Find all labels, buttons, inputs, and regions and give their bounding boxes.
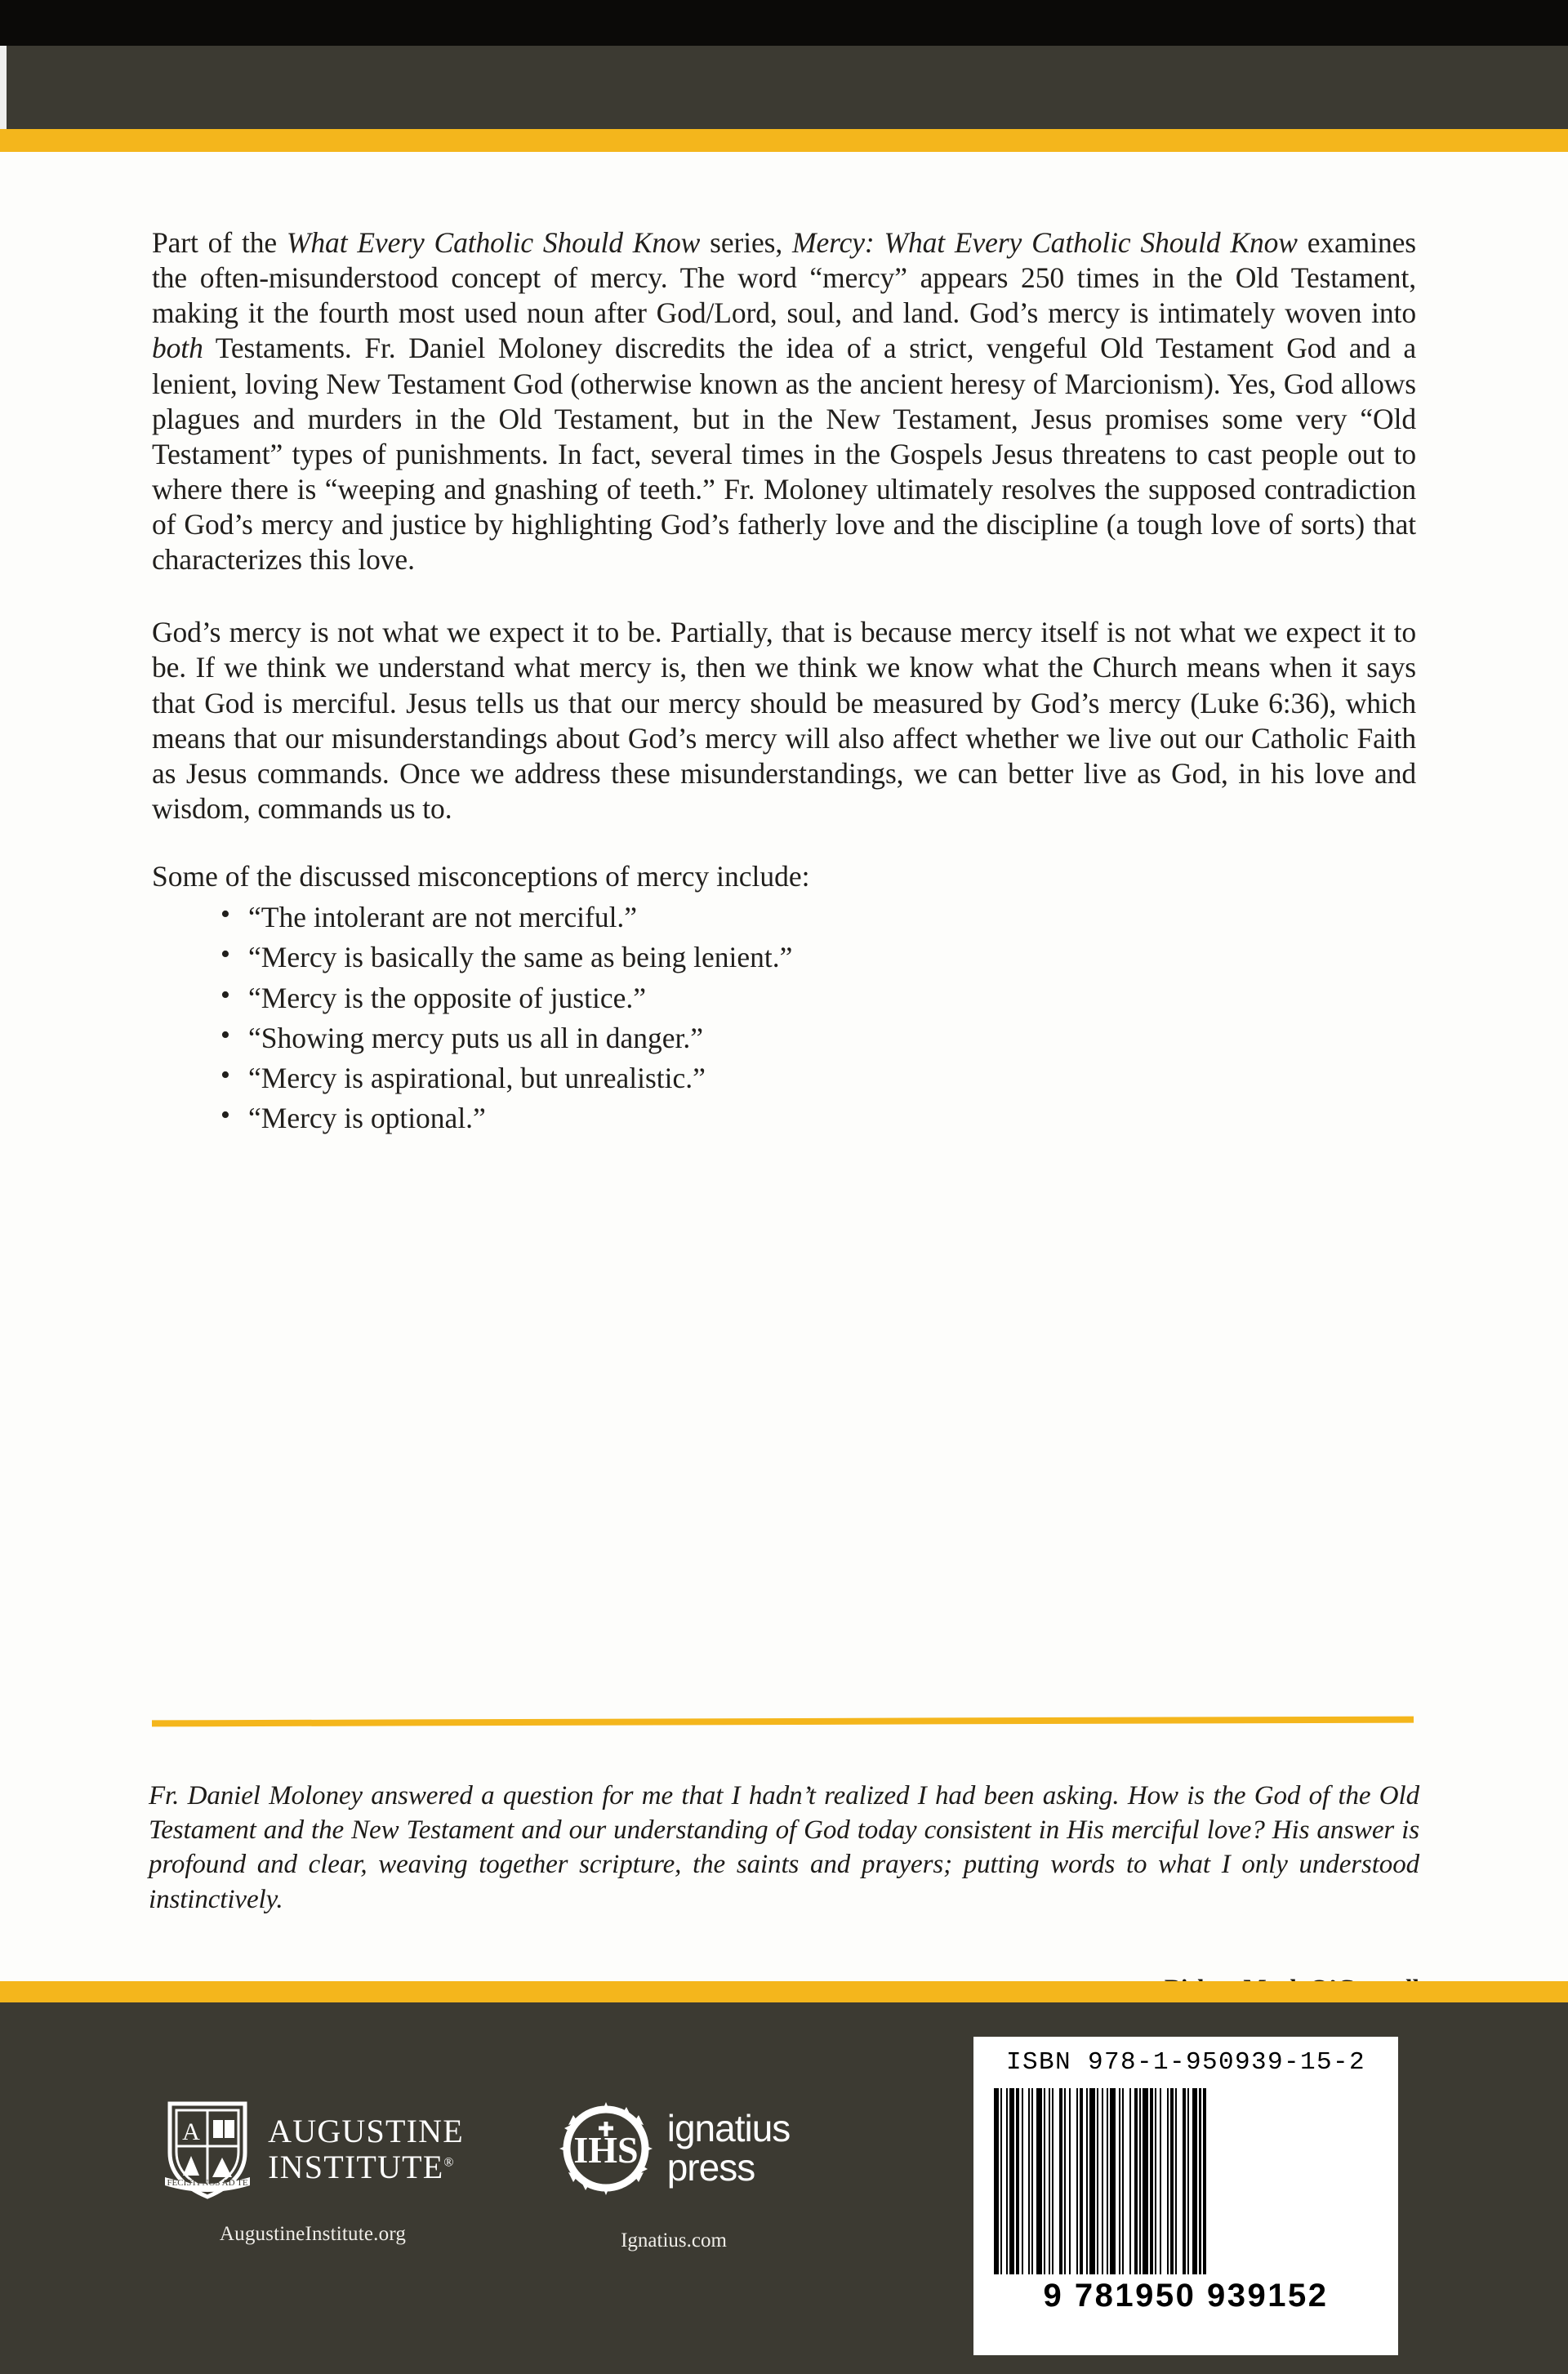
- blurb-text-1c: examines the often-misunderstood concept of mercy. The word “mercy” appears 250 times in the Old Testament, making it the fourth most used noun after God/Lord, soul, and land. God’s mercy is intimately woven into: [152, 226, 1416, 330]
- top-gold-accent-band: [0, 129, 1568, 152]
- misconceptions-intro: Some of the discussed misconceptions of mercy include:: [152, 860, 810, 893]
- augustine-institute-logo-block[interactable]: [137, 2099, 488, 2246]
- augustine-name-line-1: AUGUSTINE: [268, 2113, 464, 2149]
- blurb-text-1d: Testaments. Fr. Daniel Moloney discredits the idea of a strict, vengeful Old Testament God and a lenient, loving New Testament God (otherwise known as the ancient heresy of Marcionism). Yes, God allows plagues and murders in the Old Testament, but in the New Testament, Jesus promises some very “Old Testament” types of punishments. In fact, several times in the Gospels Jesus threatens to cast people out to where there is “weeping and gnashing of teeth.” Fr. Moloney ultimately resolves the supposed contradiction of God’s mercy and justice by highlighting God’s fatherly love and the discipline (a tough love of sorts) that characterizes this love.: [152, 332, 1416, 577]
- blurb-paragraph-2: God’s mercy is not what we expect it to be. Partially, that is because mercy itself is not what we expect it to be. If we think we understand what mercy is, then we think we know what the Church means when it says that God is merciful. Jesus tells us that our mercy should be measured by God’s mercy (Luke 6:36), which means that our misunderstandings about God’s mercy will also affect whether we live out our Catholic Faith as Jesus commands. Once we address these misunderstandings, we can better live as God, in his love and wisdom, commands us to.: [152, 616, 1416, 825]
- registered-trademark-icon: ®: [443, 2155, 455, 2170]
- book-title: Mercy: What Every Catholic Should Know: [792, 226, 1298, 259]
- gold-divider-rule: [152, 1717, 1414, 1727]
- isbn-barcode-box: [973, 2037, 1398, 2355]
- augustine-institute-logo-row: [162, 2099, 464, 2200]
- emphasis-both: both: [152, 332, 203, 365]
- ignatius-press-wordmark: [666, 2107, 791, 2189]
- list-item: • “Showing mercy puts us all in danger.”: [216, 1020, 1416, 1056]
- ignatius-press-logo-block[interactable]: [510, 2100, 837, 2252]
- cover-body: [0, 152, 1568, 1981]
- ignatius-press-url[interactable]: Ignatius.com: [621, 2229, 727, 2252]
- list-item: • “Mercy is the opposite of justice.”: [216, 980, 1416, 1016]
- list-item: • “Mercy is optional.”: [216, 1100, 1416, 1136]
- augustine-institute-url[interactable]: AugustineInstitute.org: [219, 2223, 407, 2245]
- top-black-edge: [0, 0, 1568, 46]
- isbn-label: ISBN 978-1-950939-15-2: [1005, 2048, 1366, 2077]
- endorsement-block: [149, 1779, 1419, 1917]
- ignatius-press-logo-row: [558, 2100, 791, 2197]
- blurb-content: [152, 225, 1416, 1140]
- list-item: • “The intolerant are not merciful.”: [216, 899, 1416, 935]
- isbn-barcode-image: [994, 2088, 1378, 2274]
- blurb-text-1b: series,: [700, 226, 793, 259]
- ignatius-ihs-crown-of-thorns-icon: [558, 2100, 654, 2197]
- bottom-gold-accent-band: [0, 1981, 1568, 2002]
- blurb-paragraph-1: [152, 225, 1416, 577]
- endorsement-quote: Fr. Daniel Moloney answered a question for me that I hadn’t realized I had been asking. How is the God of the Old Testament and the New Testament and our understanding of God today consistent in His merciful love? His answer is profound and clear, weaving together scripture, the saints and prayers; putting words to what I only understood instinctively.: [149, 1781, 1419, 1914]
- ignatius-name-line-2: press: [666, 2146, 755, 2189]
- blurb-text-1a: Part of the: [152, 226, 287, 259]
- isbn-digits: 9 781950 939152: [1043, 2278, 1329, 2314]
- series-title: What Every Catholic Should Know: [286, 226, 701, 259]
- ignatius-name-line-1: ignatius: [666, 2107, 791, 2150]
- augustine-motto: FECISTI NOS AD TE: [167, 2178, 248, 2188]
- ihs-monogram: IHS: [573, 2129, 639, 2171]
- augustine-shield-icon: [162, 2099, 253, 2200]
- augustine-institute-wordmark: [268, 2115, 464, 2184]
- list-item: • “Mercy is basically the same as being lenient.”: [216, 939, 1416, 975]
- list-item: • “Mercy is aspirational, but unrealistic.”: [216, 1060, 1416, 1096]
- misconceptions-list: [152, 899, 1416, 1136]
- augustine-name-line-2: INSTITUTE: [268, 2149, 444, 2185]
- top-dark-band: [0, 46, 1568, 129]
- svg-text:A: A: [182, 2118, 200, 2145]
